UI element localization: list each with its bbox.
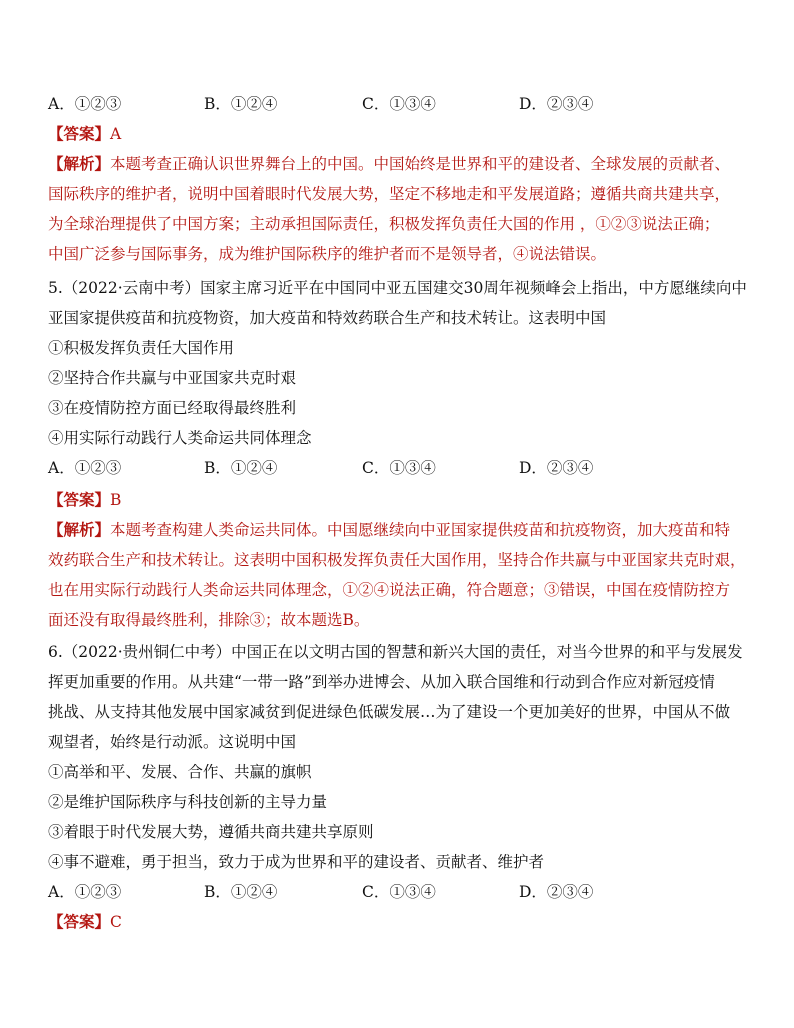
question-stem-line: 挥更加重要的作用。从共建“一带一路”到举办进博会、从加入联合国维和行动到合作应对新冠疫情 [48,673,715,691]
analysis-line: 面还没有取得最终胜利，排除③；故本题选B。 [48,611,370,629]
list-item: ③着眼于时代发展大势，遵循共商共建共享原则 [48,823,374,841]
list-item: ①高举和平、发展、合作、共赢的旗帜 [48,763,312,781]
option-c: C．①③④ [362,883,436,901]
analysis-line: 国际秩序的维护者，说明中国着眼时代发展大势，坚定不移地走和平发展道路；遵循共商共建共享， [48,185,731,203]
option-a: A．①②③ [48,883,122,901]
list-item: ④用实际行动践行人类命运共同体理念 [48,429,312,447]
q5-answer [48,490,121,510]
analysis-line: 为全球治理提供了中国方案；主动承担国际责任，积极发挥负责任大国的作用 ，①②③说法正确； [48,215,720,233]
analysis-label: 【解析】 [48,154,111,173]
list-item: ①积极发挥负责任大国作用 [48,339,235,357]
analysis-line: 也在用实际行动践行人类命运共同体理念，①②④说法正确，符合题意；③错误，中国在疫情防控方 [48,581,731,599]
list-item: ②是维护国际秩序与科技创新的主导力量 [48,793,328,811]
question-stem-line: 6.（2022·贵州铜仁中考）中国正在以文明古国的智慧和新兴大国的责任，对当今世界的和平与发展发 [48,643,743,661]
question-stem-line: 5.（2022·云南中考）国家主席习近平在中国同中亚五国建交30周年视频峰会上指出，中方愿继续向中 [48,279,747,297]
question-stem-line: 挑战、从支持其他发展中国家减贫到促进绿色低碳发展…为了建设一个更加美好的世界，中国从不做 [48,703,731,721]
option-b: B．①②④ [204,95,278,113]
q6-answer [48,912,122,932]
answer-label: 【答案】 [48,124,111,143]
analysis-label: 【解析】 [48,520,111,539]
option-d: D．②③④ [519,883,594,901]
analysis-line: 中国广泛参与国际事务，成为维护国际秩序的维护者而不是领导者，④说法错误。 [48,245,607,263]
option-d: D．②③④ [519,459,594,477]
analysis-line: 效药联合生产和技术转让。这表明中国积极发挥负责任大国作用，坚持合作共赢与中亚国家共克时艰， [48,551,746,569]
analysis-line: 【解析】本题考查构建人类命运共同体。中国愿继续向中亚国家提供疫苗和抗疫物资，加大疫苗和特 [48,520,731,539]
option-d: D．②③④ [519,95,594,113]
answer-value: C [110,913,122,931]
option-a: A．①②③ [48,95,122,113]
list-item: ②坚持合作共赢与中亚国家共克时艰 [48,369,297,387]
analysis-line: 【解析】本题考查正确认识世界舞台上的中国。中国始终是世界和平的建设者、全球发展的贡献者、 [48,154,731,173]
option-c: C．①③④ [362,95,436,113]
answer-label: 【答案】 [48,912,111,931]
option-c: C．①③④ [362,459,436,477]
list-item: ④事不避难，勇于担当，致力于成为世界和平的建设者、贡献者、维护者 [48,853,545,871]
option-b: B．①②④ [204,883,278,901]
option-b: B．①②④ [204,459,278,477]
q4-answer [48,124,121,144]
answer-label: 【答案】 [48,490,111,509]
option-a: A．①②③ [48,459,122,477]
answer-value: B [110,491,122,509]
question-stem-line: 观望者，始终是行动派。这说明中国 [48,733,297,751]
answer-value: A [110,125,122,143]
list-item: ③在疫情防控方面已经取得最终胜利 [48,399,297,417]
question-stem-line: 亚国家提供疫苗和抗疫物资，加大疫苗和特效药联合生产和技术转让。这表明中国 [48,309,607,327]
